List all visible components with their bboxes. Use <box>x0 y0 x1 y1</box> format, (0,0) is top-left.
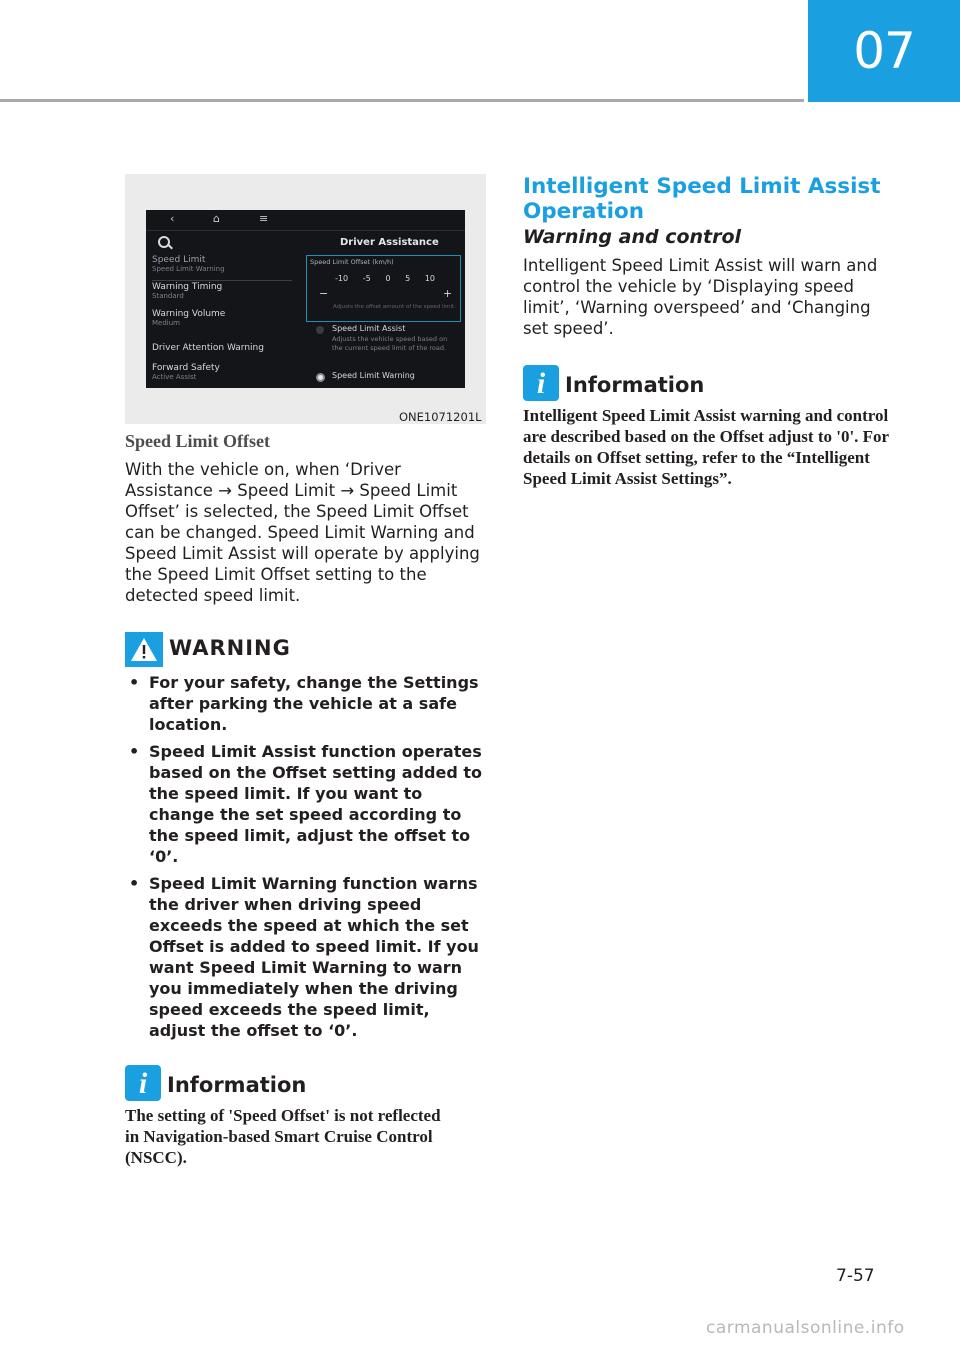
chapter-tab: 07 <box>808 0 960 102</box>
back-icon[interactable]: ‹ <box>170 212 175 225</box>
info-title: Information <box>167 1073 307 1097</box>
offset-plus-button[interactable]: + <box>443 287 453 300</box>
menu-item-speed-limit[interactable] <box>152 255 292 273</box>
menu-item-forward-safety[interactable] <box>152 363 292 381</box>
offset-label: Speed Limit Offset (km/h) <box>310 258 394 266</box>
menu-icon[interactable]: ≡ <box>259 212 269 225</box>
info-text: Intelligent Speed Limit Assist warning and control are described based on the Offset adjust to '0'. For details on Offset setting, refer to the “Intelligent Speed Limit Assist Settings”. <box>523 406 889 488</box>
warning-item: • For your safety, change the Settings after parking the vehicle at a safe location. <box>125 672 485 735</box>
search-icon[interactable] <box>158 236 170 248</box>
speed-limit-offset-control[interactable] <box>306 255 461 322</box>
menu-item-sub: Active Assist <box>152 373 197 381</box>
body-paragraph: Intelligent Speed Limit Assist will warn and control the vehicle by ‘Displaying speed limit’, ‘Warning overspeed’ and ‘Changing set speed’. <box>523 256 878 338</box>
home-icon[interactable]: ⌂ <box>213 212 220 225</box>
warning-item: • Speed Limit Warning function warns the driver when driving speed exceeds the speed at which the set Offset is added to speed limit. If you want Speed Limit Warning to warn you immediately when the driving speed exceeds the speed limit, adjust the offset to ‘0’. <box>125 873 485 1041</box>
menu-item-title: Warning Volume <box>152 309 226 319</box>
option-label: Speed Limit Assist <box>332 324 406 333</box>
warning-list <box>125 672 485 1047</box>
info-icon: i <box>125 1065 161 1101</box>
offset-value: 5 <box>405 274 411 283</box>
info-text: The setting of 'Speed Offset' is not reflected in Navigation-based Smart Cruise Control (NSCC). <box>125 1106 441 1167</box>
menu-item-sub: Standard <box>152 292 184 300</box>
screen-title: Driver Assistance <box>340 237 439 248</box>
figure <box>125 174 486 424</box>
figure-code: ONE1071201L <box>399 410 482 424</box>
menu-item-sub: Speed Limit Warning <box>152 265 225 273</box>
offset-value: -10 <box>335 274 349 283</box>
page-number: 7-57 <box>836 1266 875 1286</box>
offset-description: Adjusts the offset amount of the speed limit. <box>333 304 456 310</box>
offset-value: -5 <box>362 274 371 283</box>
body-paragraph: With the vehicle on, when ‘Driver Assistance → Speed Limit → Speed Limit Offset’ is selected, the Speed Limit Offset can be changed. Speed Limit Warning and Speed Limit Assist will operate by applying the Speed Limit Offset setting to the detected speed limit. <box>125 460 480 605</box>
header-rule <box>0 99 804 102</box>
offset-value: 0 <box>385 274 391 283</box>
section-heading: Speed Limit Offset <box>125 431 270 451</box>
menu-item-sub: Medium <box>152 319 180 327</box>
offset-value: 10 <box>424 274 435 283</box>
option-description: Adjusts the vehicle speed based on the current speed limit of the road. <box>332 335 448 352</box>
info-icon: i <box>523 365 559 401</box>
subheading: Warning and control <box>523 226 742 248</box>
menu-item-title: Forward Safety <box>152 363 220 373</box>
menu-item-warning-volume[interactable] <box>152 309 292 327</box>
menu-item-driver-attention[interactable] <box>152 343 292 353</box>
section-heading-blue: Intelligent Speed Limit Assist Operation <box>523 174 881 224</box>
warning-title: WARNING <box>169 636 291 660</box>
radio-button-selected[interactable] <box>316 373 325 382</box>
menu-item-title: Driver Attention Warning <box>152 343 264 353</box>
divider <box>152 280 292 281</box>
option-label: Speed Limit Warning <box>332 371 415 380</box>
warning-item: • Speed Limit Assist function operates based on the Offset setting added to the speed limit. If you want to change the set speed according to the speed limit, adjust the offset to ‘0’. <box>125 741 485 867</box>
info-title: Information <box>565 373 705 397</box>
warning-icon <box>125 632 163 667</box>
infotainment-screen <box>146 210 465 388</box>
watermark: carmanualsonline.info <box>706 1318 905 1338</box>
menu-item-warning-timing[interactable] <box>152 282 292 300</box>
menu-item-title: Warning Timing <box>152 282 223 292</box>
screen-topbar <box>146 210 465 231</box>
radio-button[interactable] <box>316 326 324 334</box>
offset-scale <box>335 274 435 283</box>
menu-item-title: Speed Limit <box>152 255 206 265</box>
offset-minus-button[interactable]: − <box>319 287 329 300</box>
